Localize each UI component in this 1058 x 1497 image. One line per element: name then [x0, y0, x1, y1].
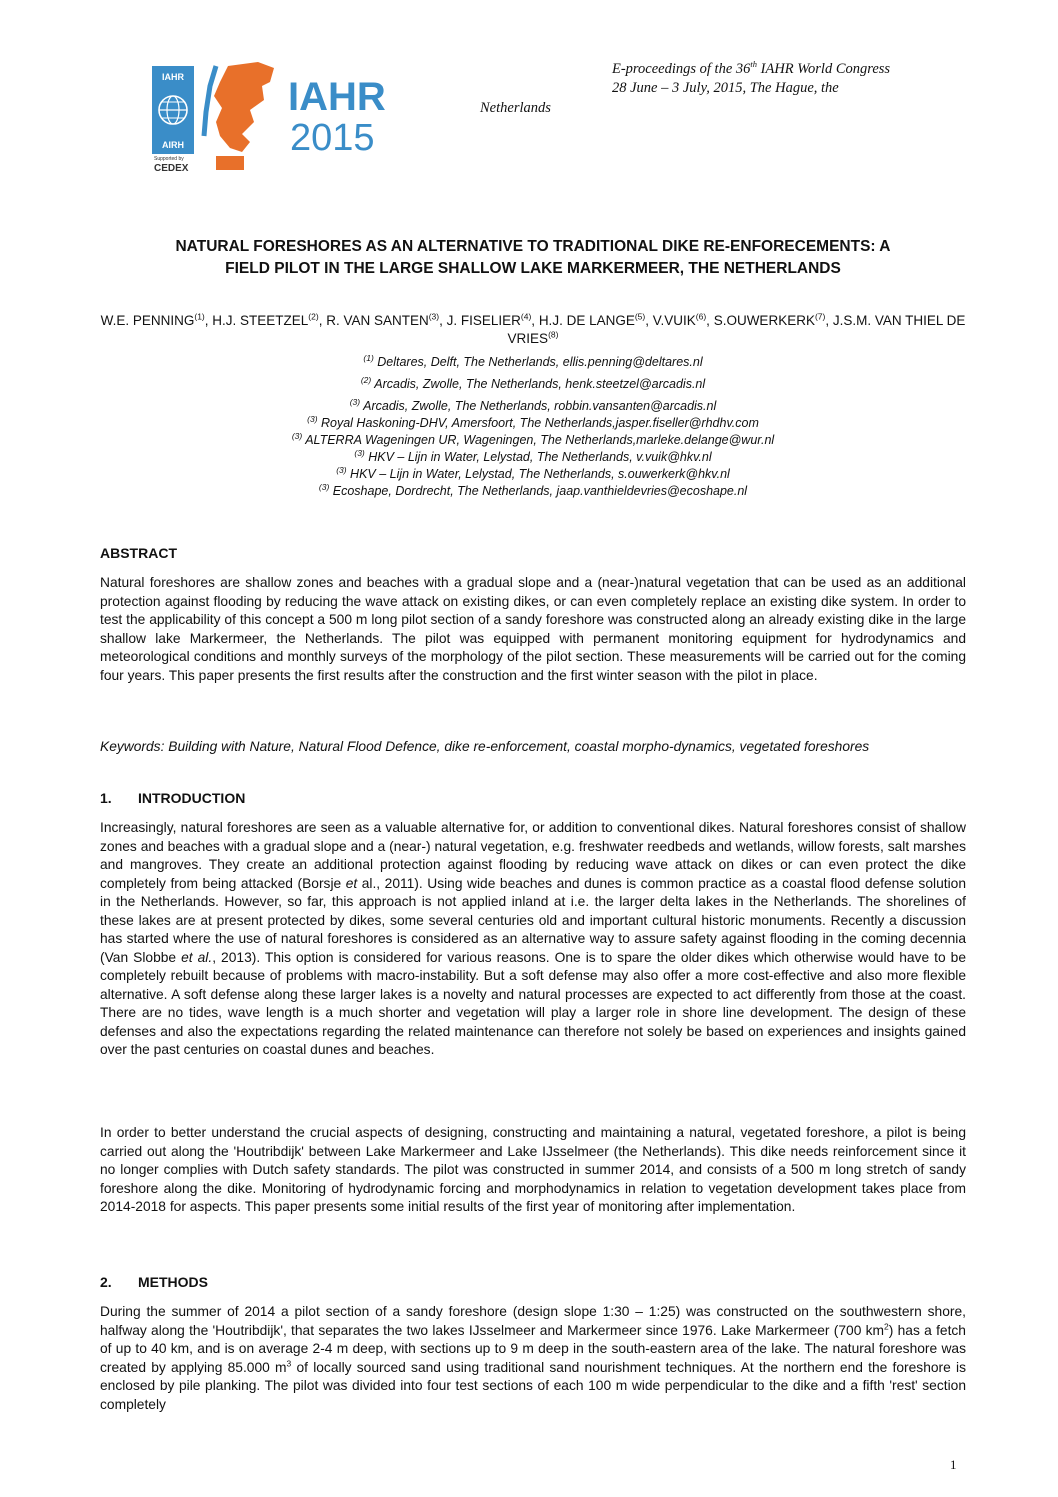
affiliation-marker: (3)	[291, 430, 303, 441]
affiliation-list	[100, 354, 966, 500]
logo-graphic	[150, 52, 440, 174]
netherlands-map-icon	[214, 62, 274, 152]
author-separator: ,	[645, 313, 653, 328]
author-affiliation-marker: (6)	[695, 311, 707, 322]
affiliation-marker: (3)	[318, 481, 330, 492]
section-2-heading: 2. METHODS	[100, 1274, 208, 1290]
logo-year: 2015	[290, 117, 375, 159]
author-affiliation-marker: (8)	[548, 329, 559, 340]
affiliation-marker: (3)	[307, 413, 318, 424]
author-separator: ,	[439, 313, 447, 328]
methods-paragraph: During the summer of 2014 a pilot section of a sandy foreshore (design slope 1:30 – 1:25) was constructed on the southwestern shore, halfway along the 'Houtribdijk', that separates the two lakes IJsselmeer and Markermeer since 1976. Lake Markermeer (700 $km^2$) has a fetch of up to 40 km, and is on average 2-4 m deep, with sections up to 9 m deep in the south-eastern area of the lake. The natural foreshore was created by applying 85.000 $m^3$ of locally sourced sand using traditional sand nourishment techniques. At the northern end the foreshore is enclosed by pile planking. The pilot was divided into four test sections of each 100 m wide perpendicular to the dike and a fifth 'rest' section completely	[100, 1304, 966, 1412]
author-affiliation-marker: (4)	[520, 311, 532, 322]
logo-brand: IAHR	[288, 75, 386, 119]
affiliation-marker: (3)	[354, 447, 365, 458]
affiliation-line	[100, 483, 966, 500]
affiliation-marker: (2)	[360, 374, 372, 385]
author-affiliation-marker: (2)	[308, 311, 319, 322]
author-list	[100, 312, 966, 348]
author-separator: ,	[204, 313, 213, 328]
proceedings-line-3: Netherlands	[480, 100, 551, 116]
affiliation-text: Ecoshape, Dordrecht, The Netherlands, jaap.vanthieldevries@ecoshape.nl	[329, 484, 748, 498]
affiliation-text: Arcadis, Zwolle, The Netherlands, robbin.vansanten@arcadis.nl	[360, 399, 717, 413]
affiliation-marker: (3)	[349, 396, 361, 407]
affiliation-line	[100, 432, 966, 449]
affiliation-text: HKV – Lijn in Water, Lelystad, The Netherlands, v.vuik@hkv.nl	[364, 450, 712, 464]
affiliation-text: Arcadis, Zwolle, The Netherlands, henk.steetzel@arcadis.nl	[371, 377, 706, 391]
author-name: V.VUIK	[652, 313, 696, 328]
author-name: R. VAN SANTEN	[326, 313, 429, 328]
affiliation-line	[100, 376, 966, 393]
author-affiliation-marker: (3)	[428, 311, 440, 322]
intro-paragraph-2: In order to better understand the crucial aspects of designing, constructing and maintaining a natural, vegetated foreshore, a pilot is being carried out along the 'Houtribdijk' between Lake Markermeer and Lake IJsselmeer (the Netherlands). This dike needs reinforcement since it no longer complies with Dutch safety standards. The pilot was constructed in summer 2014, and consists of a 500 m long stretch of sandy foreshore along the dike. Monitoring of hydrodynamic forcing and morphodynamics in relation to vegetation development takes place from 2014-2018 for aspects. This paper presents some initial results of the first year of monitoring after implementation.	[100, 1125, 966, 1214]
proceedings-line-2: 28 June – 3 July, 2015, The Hague, the	[612, 80, 839, 96]
affiliation-text: ALTERRA Wageningen UR, Wageningen, The Netherlands,marleke.delange@wur.nl	[302, 433, 775, 447]
affiliation-line	[100, 354, 966, 371]
iahr-2015-logo	[150, 52, 440, 174]
proceedings-header	[612, 60, 972, 98]
logo-badge-top: IAHR	[162, 72, 184, 82]
affiliation-marker: (3)	[336, 464, 347, 475]
author-affiliation-marker: (1)	[194, 311, 205, 322]
author-separator: ,	[318, 313, 327, 328]
paper-title: NATURAL FORESHORES AS AN ALTERNATIVE TO TRADITIONAL DIKE RE-ENFORECEMENTS: A FIELD PILOT IN THE LARGE SHALLOW LAKE MARKERMEER, THE NETHERLANDS	[175, 238, 891, 277]
affiliation-line	[100, 449, 966, 466]
author-name: W.E. PENNING	[100, 313, 195, 328]
affiliation-line	[100, 466, 966, 483]
intro-paragraph-1: Increasingly, natural foreshores are seen as a valuable alternative for, or addition to conventional dikes. Natural foreshores consist of shallow zones and beaches with a gradual slope and a (near-) natural vegetation, e.g. freshwater reedbeds and wetlands, willow forests, salt marshes and mangroves. They create an additional protection against flooding by reducing wave attack on dikes or can even protect the dike completely from being attacked (Borsje et al., 2011). Using wide beaches and dunes is common practice as a coastal flood defense solution in the Netherlands. However, so far, this approach is not applied inland at i.e. the larger delta lakes in the Netherlands. The shorelines of these lakes are at present protected by dikes, some several centuries old and important cultural historic monuments. Recently a discussion has started where the use of natural foreshores is considered as an alternative way to assure safety against flooding in the coming decennia (Van Slobbe et al., 2013). This option is considered for various reasons. One is to spare the older dikes which otherwise would have to be completely rebuilt because of problems with macro-instability. But a soft defense may also offer a more cost-effective and also more flexible alternative. A soft defense along these larger lakes is a novelty and natural processes are expected to act differently from those at the coast. There are no tides, wave length is a much shorter and vegetation will play a larger role in shore line development. The design of these defenses and also the expectations regarding the related maintenance can therefore not solely be based on experiences and insights gained over the past centuries on coastal dunes and beaches.	[100, 820, 966, 1057]
logo-supported-by: Supported by	[154, 156, 184, 162]
author-name: J.S.M. VAN THIEL DE VRIES	[507, 313, 966, 346]
affiliation-text: Royal Haskoning-DHV, Amersfoort, The Netherlands,jasper.fiseller@rhdhv.com	[317, 416, 759, 430]
author-name: H.J. STEETZEL	[212, 313, 309, 328]
logo-badge-bottom: AIRH	[162, 140, 184, 150]
author-separator: ,	[531, 313, 539, 328]
keywords: Keywords: Building with Nature, Natural Flood Defence, dike re-enforcement, coastal morpho-dynamics, vegetated foreshores	[100, 739, 870, 754]
affiliation-text: Deltares, Delft, The Netherlands, ellis.penning@deltares.nl	[373, 355, 703, 369]
author-name: S.OUWERKERK	[713, 313, 815, 328]
affiliation-line	[100, 398, 966, 415]
proceedings-line-1: E-proceedings of the 36th IAHR World Congress	[612, 59, 891, 77]
author-name: J. FISELIER	[446, 313, 521, 328]
author-affiliation-marker: (5)	[634, 311, 646, 322]
abstract-heading: ABSTRACT	[100, 545, 177, 561]
affiliation-text: HKV – Lijn in Water, Lelystad, The Netherlands, s.ouwerkerk@hkv.nl	[346, 467, 730, 481]
author-name: H.J. DE LANGE	[538, 313, 635, 328]
author-separator: ,	[825, 313, 833, 328]
page-number: 1	[950, 1457, 957, 1472]
author-separator: ,	[706, 313, 714, 328]
affiliation-line	[100, 415, 966, 432]
author-affiliation-marker: (7)	[814, 311, 826, 322]
section-1-heading: 1. INTRODUCTION	[100, 790, 246, 806]
logo-sponsor: CEDEX	[154, 163, 189, 174]
affiliation-marker: (1)	[363, 352, 374, 363]
abstract-text: Natural foreshores are shallow zones and beaches with a gradual slope and a (near-)natural vegetation that can be used as an additional protection against flooding by reducing the wave attack on existing dikes, or can even completely replace an existing dike system. In order to test the applicability of this concept a 500 m long pilot section of a sandy foreshore was constructed along an already existing dike in the large shallow lake Markermeer, the Netherlands. The pilot was equipped with permanent monitoring equipment for hydrodynamics and meteorological conditions and monthly surveys of the morphology of the pilot section. These measurements will be carried out for the coming four years. This paper presents the first results after the construction and the first winter season with the pilot in place.	[100, 575, 966, 683]
